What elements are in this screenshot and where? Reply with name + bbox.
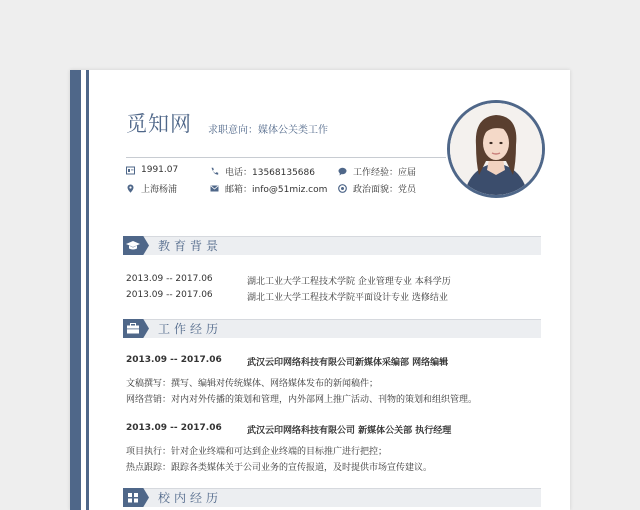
politics-icon xyxy=(338,184,347,193)
resume-page xyxy=(70,70,570,510)
campus-section-title: 校内经历 xyxy=(158,491,223,505)
education-period-1: 2013.09 -- 2017.06 xyxy=(126,274,213,284)
work-period-2: 2013.09 -- 2017.06 xyxy=(126,423,222,433)
info-phone xyxy=(210,165,315,178)
work-section-title: 工作经历 xyxy=(158,322,223,336)
work-period-1: 2013.09 -- 2017.06 xyxy=(126,355,222,365)
location-pin-icon xyxy=(126,184,135,193)
info-email xyxy=(210,182,327,195)
job-intent: 求职意向：媒体公关类工作 xyxy=(208,125,328,136)
left-accent-line xyxy=(86,70,89,510)
info-location xyxy=(126,182,177,195)
info-politics xyxy=(338,182,416,195)
profile-photo xyxy=(447,100,545,198)
work-line-2-1: 项目执行：针对企业终端和可达到企业终端的目标推广进行把控； xyxy=(126,447,388,457)
experience-value: 工作经验：应届 xyxy=(353,168,417,178)
header-divider xyxy=(126,157,446,158)
phone-icon xyxy=(210,167,219,176)
phone-value: 电话：13568135686 xyxy=(225,168,315,178)
candidate-name: 觅知网 xyxy=(126,112,192,136)
info-experience xyxy=(338,165,416,178)
politics-value: 政治面貌：党员 xyxy=(353,185,417,195)
id-card-icon xyxy=(126,166,135,175)
email-value: 邮箱：info@51miz.com xyxy=(225,185,328,195)
education-detail-1: 湖北工业大学工程技术学院 企业管理专业 本科学历 xyxy=(247,277,451,287)
left-accent-bar xyxy=(70,70,81,510)
work-company-2: 武汉云印网络科技有限公司 新媒体公关部 执行经理 xyxy=(247,426,452,436)
work-line-1-2: 网络营销：对内对外传播的策划和管理，内外部网上推广活动、刊物的策划和组织管理。 xyxy=(126,395,478,405)
email-icon xyxy=(210,184,219,193)
chat-icon xyxy=(338,167,347,176)
work-line-1-1: 文稿撰写：撰写、编辑对传统媒体、网络媒体发布的新闻稿件； xyxy=(126,379,379,389)
work-company-1: 武汉云印网络科技有限公司新媒体采编部 网络编辑 xyxy=(247,358,449,368)
work-line-2-2: 热点跟踪：跟踪各类媒体关于公司业务的宣传报道，及时提供市场宣传建议。 xyxy=(126,463,433,473)
birth-value: 1991.07 xyxy=(141,165,179,175)
education-detail-2: 湖北工业大学工程技术学院平面设计专业 选修结业 xyxy=(247,293,448,303)
location-value: 上海杨浦 xyxy=(141,185,178,195)
info-birth xyxy=(126,165,178,175)
education-period-2: 2013.09 -- 2017.06 xyxy=(126,290,213,300)
education-section-title: 教育背景 xyxy=(158,239,223,253)
